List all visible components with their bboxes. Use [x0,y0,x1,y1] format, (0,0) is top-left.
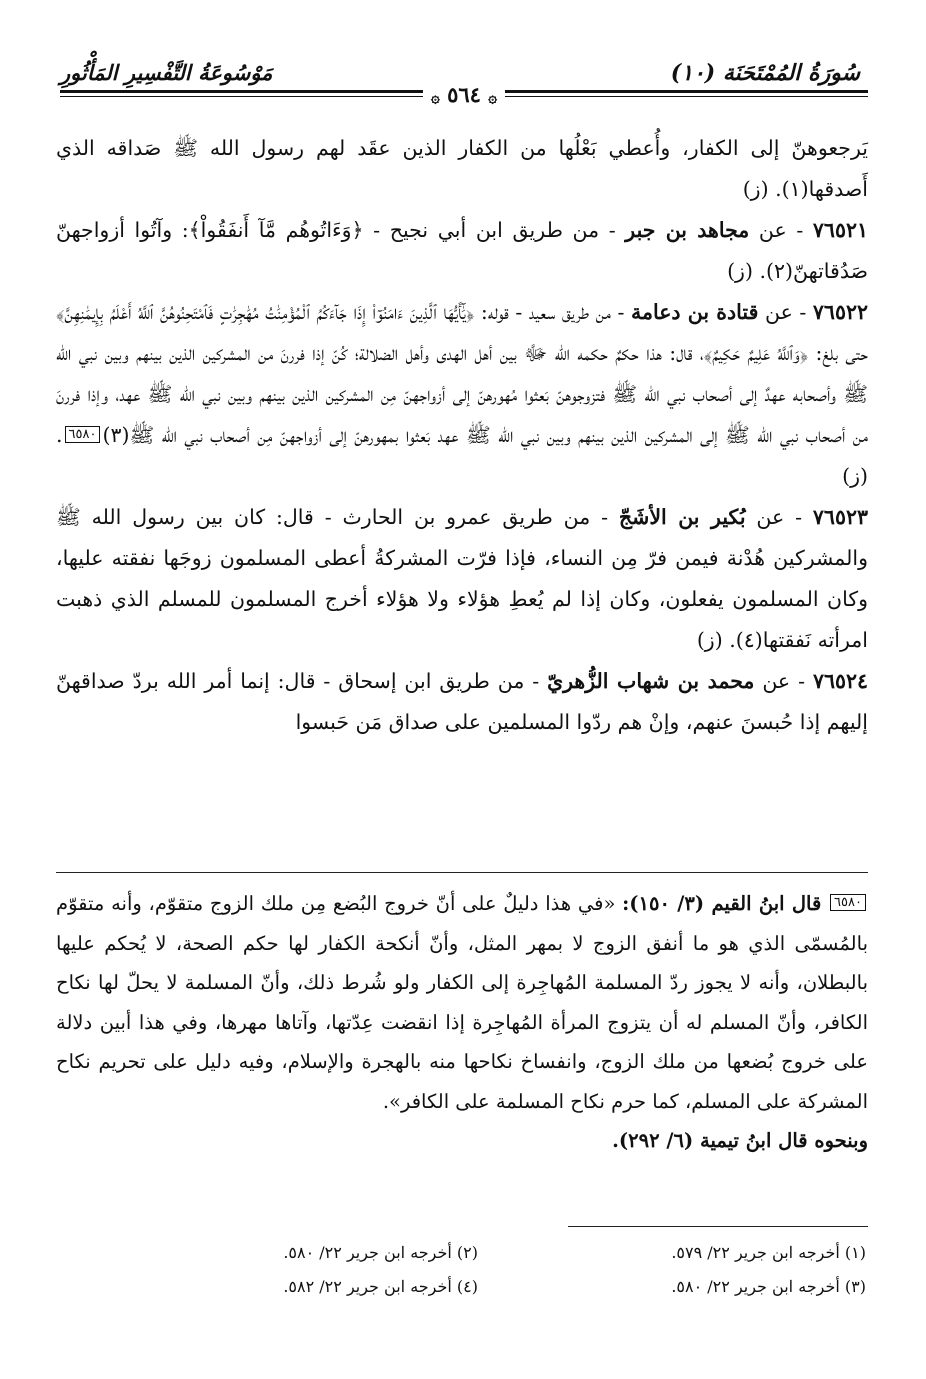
narration-text: - من طريق ابن إسحاق - قال: إنما أمر الله بردّ صداقهنّ إليهم إذا حُبسنَ عنهم، وإنْ هم ردّوا المسلمين على صداق مَن حَبسوا [56,669,868,734]
commentary-last-line: وبنحوه قال ابنُ تيمية (٦/ ٢٩٢). [612,1129,868,1152]
footnote-2: (٢) أخرجه ابن جرير ٢٢/ ٥٨٠. [283,1243,478,1262]
commentary-reference: ٦٥٨٠ [65,426,101,443]
running-header [60,56,868,116]
narration-text: . (ز) [56,423,868,488]
commentary [56,884,868,1161]
ornament-icon: ۞ [430,88,440,106]
paragraph-continuation: يَرجعوهنّ إلى الكفار، وأُعطي بَعْلُها من الكفار الذين عقَد لهم رسول الله ﷺ صَداقه الذي أَصدقها(١). (ز) [56,136,868,201]
commentary-text: «في هذا دليلٌ على أنّ خروج البُضع مِن ملك الزوج متقوّم، وأنه متقوّم بالمُسمّى الذي هو ما أنفق الزوج لا بمهر المثل، وأنّ أنكحة الكفار لها حكم الصحة، لا يُحكم عليها بالبطلان، وأنه لا يجوز ردّ المسلمة المُهاجِرة إلى الكفار ولو شُرط ذلك، وأنّ المسلمة لا يحلّ لها نكاح الكافر، وأنّ المسلم له أن يتزوج المرأة المُهاجِرة إذا انقضت عِدّتها، وآتاها مهرها، وفي هذا أبين دلالة على خروج بُضعها من ملك الزوج، وانفساخ نكاحها منه بالهجرة والإسلام، وفيه دليل على تحريم نكاح المشركة على المسلم، كما حرم نكاح المسلمة على الكافر». [56,892,868,1113]
narration-text: - من طريق عمرو بن الحارث - قال: كان بين رسول الله ﷺ والمشركين هُدْنة فيمن فرّ مِن النساء، فإذا فرّت المشركةُ أعطى المسلمون زوجَها نفقته عليها، وكان المسلمون يفعلون، وكان إذا لم يُعطِ هؤلاء ولا هؤلاء أخرج المسلمون للمسلم الذي ذهبت امرأته نَفقتها(٤). (ز) [56,505,868,652]
narration-text: - عن [758,300,813,324]
footnote-1: (١) أخرجه ابن جرير ٢٢/ ٥٧٩. [671,1243,866,1262]
narration-text: - عن [749,218,813,242]
narration-number: ٧٦٥٢٣ [812,505,868,529]
surah-title: سُورَةُ المُمْتَحَنَة (١٠) [670,60,860,86]
narration-number: ٧٦٥٢١ [812,218,868,242]
narration-76522 [56,292,868,497]
ornament-icon: ۞ [488,88,498,106]
narration-number: ٧٦٥٢٤ [812,669,868,693]
commentary-number: ٦٥٨٠ [830,894,866,911]
narration-text: - عن [745,505,813,529]
main-text [56,128,868,743]
narrator-name: مجاهد بن جبر [625,218,750,242]
footnote-rule [568,1226,868,1227]
narrator-name: بُكير بن الأشَجّ [618,505,746,529]
footnote-3: (٣) أخرجه ابن جرير ٢٢/ ٥٨٠. [671,1277,866,1296]
narration-76523 [56,497,868,661]
commentary-paragraph [56,884,868,1121]
narrator-name: محمد بن شهاب الزُّهريّ [547,669,755,693]
narration-text: - عن [754,669,813,693]
book-title: مَوْسُوعَةُ التَّفْسِيرِ المَأْثُورِ [60,60,273,85]
footnote-4: (٤) أخرجه ابن جرير ٢٢/ ٥٨٢. [283,1277,478,1296]
narration-text: - من طريق سعيد - قوله: ﴿يَٰٓأَيُّهَا ٱلَّذِينَ ءَامَنُوٓاْ إِذَا جَآءَكُمُ ٱلْمُؤْمِنَٰتُ مُهَٰجِرَٰتٍ فَٱمْتَحِنُوهُنَّ ٱللَّهُ أَعْلَمُ بِإِيمَٰنِهِنَّ﴾ حتى بلغ: ﴿وَٱللَّهُ عَلِيمٌ حَكِيمٌ﴾، قال: هذا حكمٌ حكمه الله ﷻ بين أهل الهدى وأهل الضلالة؛ كُنّ إذا فررنَ من المشركين الذين بينهم وبين نبي الله ﷺ وأصحابه عهدٌ إلى أصحاب نبي الله ﷺ فتزوجوهنّ بَعثوا مُهورهنّ إلى أزواجهنّ مِن المشركين الذين بينهم وبين نبي الله ﷺ عهد، وإذا فررنَ من أصحاب نبي الله ﷺ إلى المشركين الذين بينهم وبين نبي الله ﷺ عهد بَعثوا بمهورهنّ إلى أزواجهنّ مِن أصحاب نبي الله ﷺ(٣) [56,300,868,447]
footnotes [150,1236,866,1304]
narration-76524 [56,661,868,743]
page-number: ٥٦٤ [447,82,481,107]
narrator-name: قتادة بن دعامة [630,300,759,324]
commentary-separator [56,872,868,873]
narration-number: ٧٦٥٢٢ [812,300,868,324]
narration-76521 [56,210,868,292]
page-number-box [423,82,505,107]
commentary-lead: قال ابنُ القيم (٣/ ١٥٠): [622,892,822,915]
narration-text: - من طريق ابن أبي نجيح - ﴿وَءَاتُوهُم مَّآ أَنفَقُواْ﴾: وآتُوا أزواجهنّ صَدُقاتهنّ(٢). (ز) [56,218,868,283]
